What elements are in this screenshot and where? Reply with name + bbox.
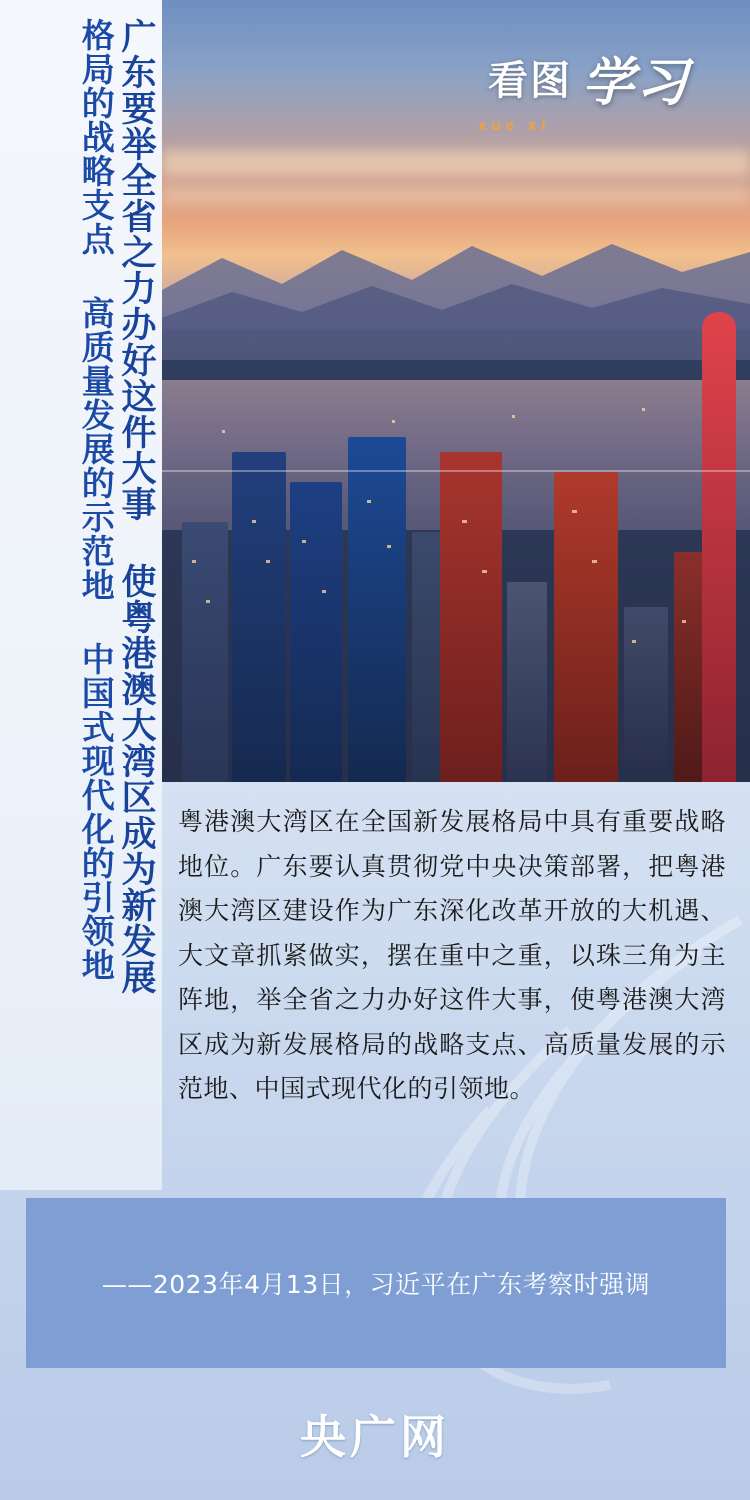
photo-tower bbox=[702, 312, 736, 782]
brand-title-cn: 看图 bbox=[487, 58, 572, 104]
photo-building bbox=[624, 607, 668, 782]
photo-building bbox=[507, 582, 547, 782]
photo-building bbox=[232, 452, 286, 782]
brand-title-script: 学习 bbox=[581, 52, 690, 113]
photo-building bbox=[348, 437, 406, 782]
headline-line-2: 格局的战略支点 高质量发展的示范地 中国式现代化的引领地 bbox=[76, 18, 116, 982]
photo-building bbox=[290, 482, 342, 782]
photo-building bbox=[182, 522, 228, 782]
body-paragraph: 粤港澳大湾区在全国新发展格局中具有重要战略地位。广东要认真贯彻党中央决策部署，把粤港澳大湾区建设作为广东深化改革开放的大机遇、大文章抓紧做实，摆在重中之重，以珠三角为主阵地，举全省之力办好这件大事，使粤港澳大湾区成为新发展格局的战略支点、高质量发展的示范地、中国式现代化的引领地。 bbox=[178, 807, 726, 1103]
footer-logo: 央广网 bbox=[300, 1410, 450, 1464]
source-bar bbox=[26, 1198, 726, 1368]
headline-block bbox=[0, 0, 162, 1190]
headline-line-1: 广东要举全省之力办好这件大事 使粤港澳大湾区成为新发展 bbox=[116, 18, 156, 995]
brand-logo-row bbox=[464, 40, 714, 115]
photo-building bbox=[440, 452, 502, 782]
photo-cloud-band bbox=[162, 150, 750, 176]
brand-pinyin: xue xi bbox=[478, 117, 551, 134]
footer bbox=[0, 1368, 750, 1500]
source-attribution: ——2023年4月13日，习近平在广东考察时强调 bbox=[101, 1270, 651, 1299]
brand-logo bbox=[464, 40, 714, 134]
photo-building bbox=[554, 472, 618, 782]
